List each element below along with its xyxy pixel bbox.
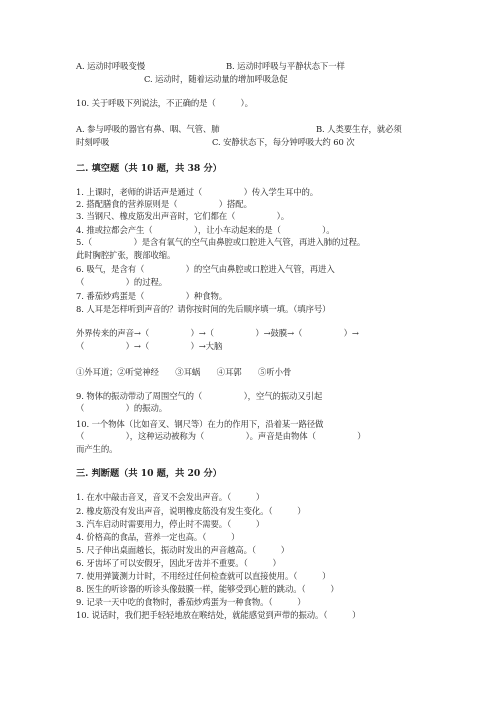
- judge-line: 7. 使用弹簧测力计时，不用经过任何检查就可以直接使用。（ ）: [76, 571, 331, 581]
- fill-line: （ ）的过程。: [76, 277, 168, 287]
- fill-line: 2. 搭配膳食的营养原则是（ ）搭配。: [76, 199, 252, 209]
- fill-line: 外界传来的声音→（ ）→（ ）→鼓膜→（ ）→: [76, 328, 359, 338]
- option-b: B. 运动时呼吸与平静状态下一样: [226, 61, 345, 71]
- judge-line: 9. 记录一天中吃的食物时，番茄炒鸡蛋为一种食物。（ ）: [76, 597, 306, 607]
- judge-line: 6. 牙齿坏了可以安假牙，因此牙齿并不重要。（ ）: [76, 558, 281, 568]
- option-c: C. 安静状态下，每分钟呼吸大约 60 次: [212, 137, 355, 147]
- fill-line: 6. 吸气，是含有（ ）的空气由鼻腔或口腔进入气管，再进入: [76, 264, 335, 274]
- option-b-continuation: 时刻呼吸: [76, 137, 110, 147]
- judge-line: 1. 在水中敲击音叉，音叉不会发出声音。（ ）: [76, 492, 265, 502]
- judge-line: 5. 尺子伸出桌面越长，振动时发出的声音越高。（ ）: [76, 545, 290, 555]
- fill-line: 4. 推或拉都会产生（ ），让小车动起来的是（ ）。: [76, 225, 335, 235]
- judge-line: 4. 价格高的食品，营养一定也高。（ ）: [76, 532, 240, 542]
- fill-line: （ ）→（ ）→大脑: [76, 341, 223, 351]
- judge-line: 2. 橡皮筋没有发出声音，说明橡皮筋没有发生变化。（ ）: [76, 506, 306, 516]
- fill-line: 10. 一个物体（比如音叉、钢尺等）在力的作用下，沿着某一路径做: [76, 419, 324, 429]
- fill-line: （ ）的振动。: [76, 403, 168, 413]
- fill-line: 9. 物体的振动带动了周围空气的（ ），空气的振动又引起: [76, 391, 323, 401]
- option-c: C. 运动时，随着运动量的增加呼吸急促: [144, 74, 288, 84]
- fill-line: （ ），这种运动被称为（ ）。声音是由物体（ ）: [76, 431, 366, 441]
- judge-line: 10. 说话时，我们把手轻轻地放在喉结处，就能感觉到声带的振动。（ ）: [76, 610, 361, 620]
- q10-stem: 10. 关于呼吸下列说法，不正确的是（ ）。: [76, 98, 253, 108]
- fill-line: 3. 当钢尺、橡皮筋发出声音时，它们都在（ ）。: [76, 211, 290, 221]
- option-a: A. 运动时呼吸变慢: [76, 61, 145, 71]
- option-row: [76, 61, 438, 72]
- fill-line: 而产生的。: [76, 444, 118, 454]
- fill-line: ①外耳道；②听觉神经 ③耳蜗 ④耳郭 ⑤听小骨: [76, 367, 292, 377]
- option-b: B. 人类要生存，就必须: [316, 124, 402, 134]
- q10-option-row: [76, 124, 438, 135]
- option-a: A. 参与呼吸的器官有鼻、咽、气管、肺: [76, 124, 220, 134]
- judge-line: 3. 汽车启动时需要用力，停止时不需要。（ ）: [76, 519, 265, 529]
- fill-line: 7. 番茄炒鸡蛋是（ ）种食物。: [76, 291, 228, 301]
- section-header-fill-in: 二. 填空题（共 10 题，共 38 分）: [76, 163, 222, 174]
- fill-line: 此时胸腔扩张，腹部收缩。: [76, 250, 176, 260]
- fill-line: 8. 人耳是怎样听到声音的？请你按时间的先后顺序填一填。（填序号）: [76, 304, 331, 314]
- q10-option-row-2: [76, 137, 438, 148]
- judge-line: 8. 医生的听诊器的听诊头像鼓膜一样，能够受到心脏的跳动。（ ）: [76, 584, 339, 594]
- fill-line: 1. 上课时，老师的讲话声是通过（ ）传入学生耳中的。: [76, 187, 319, 197]
- section-header-judgement: 三. 判断题（共 10 题，共 20 分）: [76, 468, 222, 479]
- fill-line: 5.（ ）是含有氧气的空气由鼻腔或口腔进入气管，再进入肺的过程。: [76, 237, 366, 247]
